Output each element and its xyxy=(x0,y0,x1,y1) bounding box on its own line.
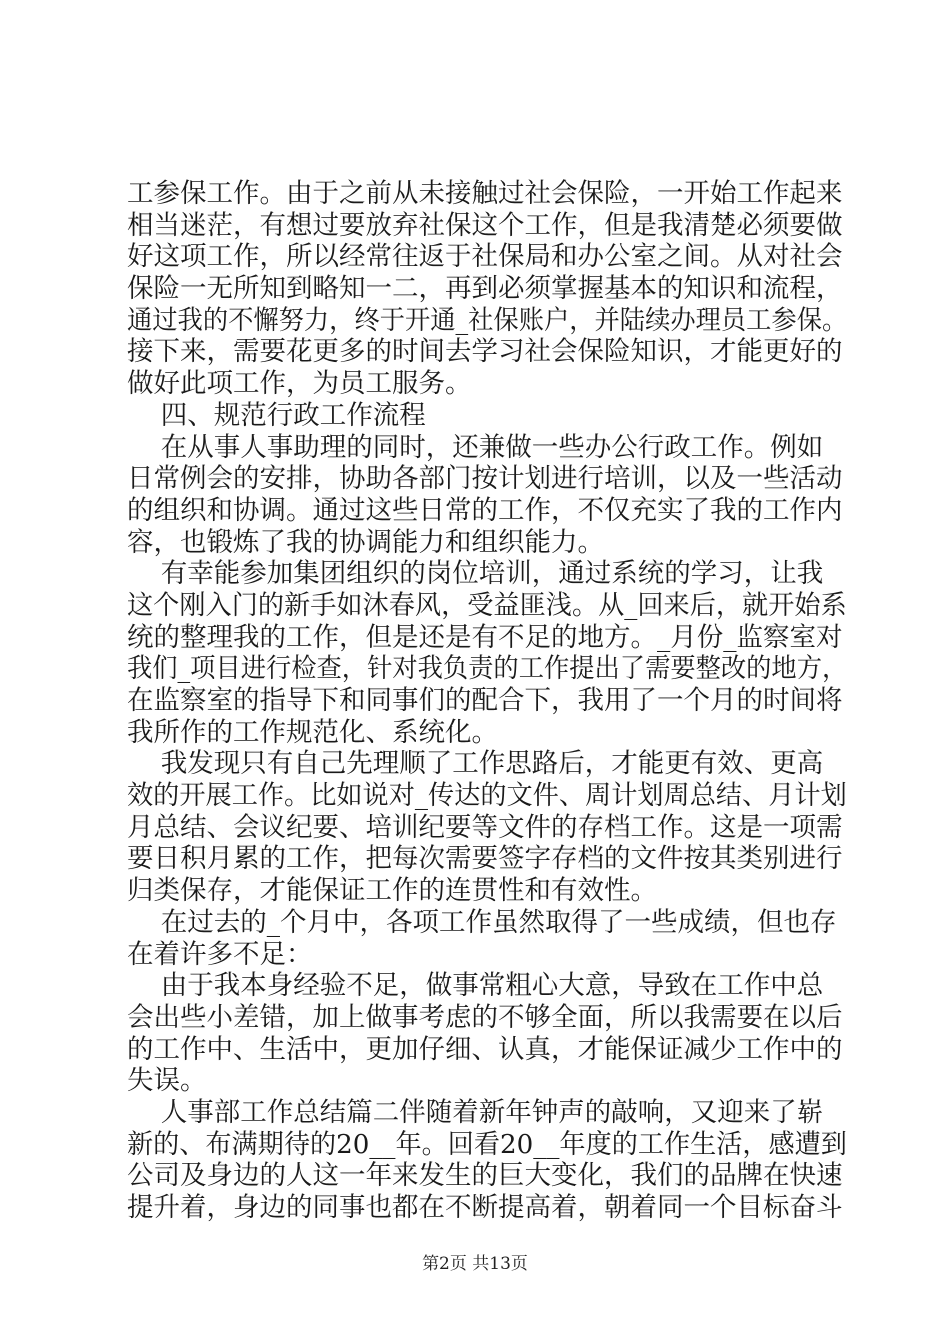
text-line: 我们_项目进行检查，针对我负责的工作提出了需要整改的地方， xyxy=(127,653,848,685)
text-line: 失误。 xyxy=(127,1065,207,1097)
text-line: 工参保工作。由于之前从未接触过社会保险，一开始工作起来 xyxy=(127,178,843,209)
text-line: 统的整理我的工作，但是还是有不足的地方。_月份_监察室对 xyxy=(127,621,843,653)
text-line: 人事部工作总结篇二伴随着新年钟声的敲响，又迎来了崭 xyxy=(127,1096,824,1128)
text-line: 好这项工作，所以经常往返于社保局和办公室之间。从对社会 xyxy=(127,241,843,273)
text-line: 由于我本身经验不足，做事常粗心大意，导致在工作中总 xyxy=(127,970,824,1002)
page-number-footer: 第2页 共13页 xyxy=(422,1254,528,1274)
text-line: 有幸能参加集团组织的岗位培训，通过系统的学习，让我 xyxy=(127,558,824,590)
text-line: 在过去的_个月中，各项工作虽然取得了一些成绩，但也存 xyxy=(127,906,837,938)
text-line: 效的开展工作。比如说对_传达的文件、周计划周总结、月计划 xyxy=(127,780,847,812)
text-line: 在着许多不足： xyxy=(127,938,313,970)
text-line: 做好此项工作，为员工服务。 xyxy=(127,368,472,400)
document-body xyxy=(127,178,847,1224)
text-line: 接下来，需要花更多的时间去学习社会保险知识，才能更好的 xyxy=(127,336,843,368)
text-line: 会出些小差错，加上做事考虑的不够全面，所以我需要在以后 xyxy=(127,1001,843,1033)
text-line: 新的、布满期待的20__年。回看20__年度的工作生活，感遭到 xyxy=(127,1128,847,1160)
text-line: 我发现只有自己先理顺了工作思路后，才能更有效、更高 xyxy=(127,748,824,780)
text-line: 的组织和协调。通过这些日常的工作，不仅充实了我的工作内 xyxy=(127,494,843,526)
text-line: 保险一无所知到略知一二，再到必须掌握基本的知识和流程， xyxy=(127,273,843,305)
text-line: 在监察室的指导下和同事们的配合下，我用了一个月的时间将 xyxy=(127,685,843,716)
text-line: 要日积月累的工作，把每次需要签字存档的文件按其类别进行 xyxy=(127,843,843,875)
text-line: 我所作的工作规范化、系统化。 xyxy=(127,716,498,748)
text-line: 这个刚入门的新手如沐春风，受益匪浅。从_回来后，就开始系 xyxy=(127,589,847,621)
text-line: 通过我的不懈努力，终于开通_社保账户，并陆续办理员工参保。 xyxy=(127,304,848,336)
text-line: 相当迷茫，有想过要放弃社保这个工作，但是我清楚必须要做 xyxy=(127,209,843,241)
text-line: 公司及身边的人这一年来发生的巨大变化，我们的品牌在快速 xyxy=(127,1160,843,1192)
text-line: 在从事人事助理的同时，还兼做一些办公行政工作。例如 xyxy=(127,431,824,463)
text-line: 月总结、会议纪要、培训纪要等文件的存档工作。这是一项需 xyxy=(127,811,843,843)
text-line: 归类保存，才能保证工作的连贯性和有效性。 xyxy=(127,875,657,907)
text-line: 容，也锻炼了我的协调能力和组织能力。 xyxy=(127,526,604,558)
text-line: 的工作中、生活中，更加仔细、认真，才能保证减少工作中的 xyxy=(127,1033,843,1065)
text-line: 四、规范行政工作流程 xyxy=(127,399,426,431)
text-line: 提升着，身边的同事也都在不断提高着，朝着同一个目标奋斗 xyxy=(127,1192,843,1223)
text-line: 日常例会的安排，协助各部门按计划进行培训，以及一些活动 xyxy=(127,463,843,495)
